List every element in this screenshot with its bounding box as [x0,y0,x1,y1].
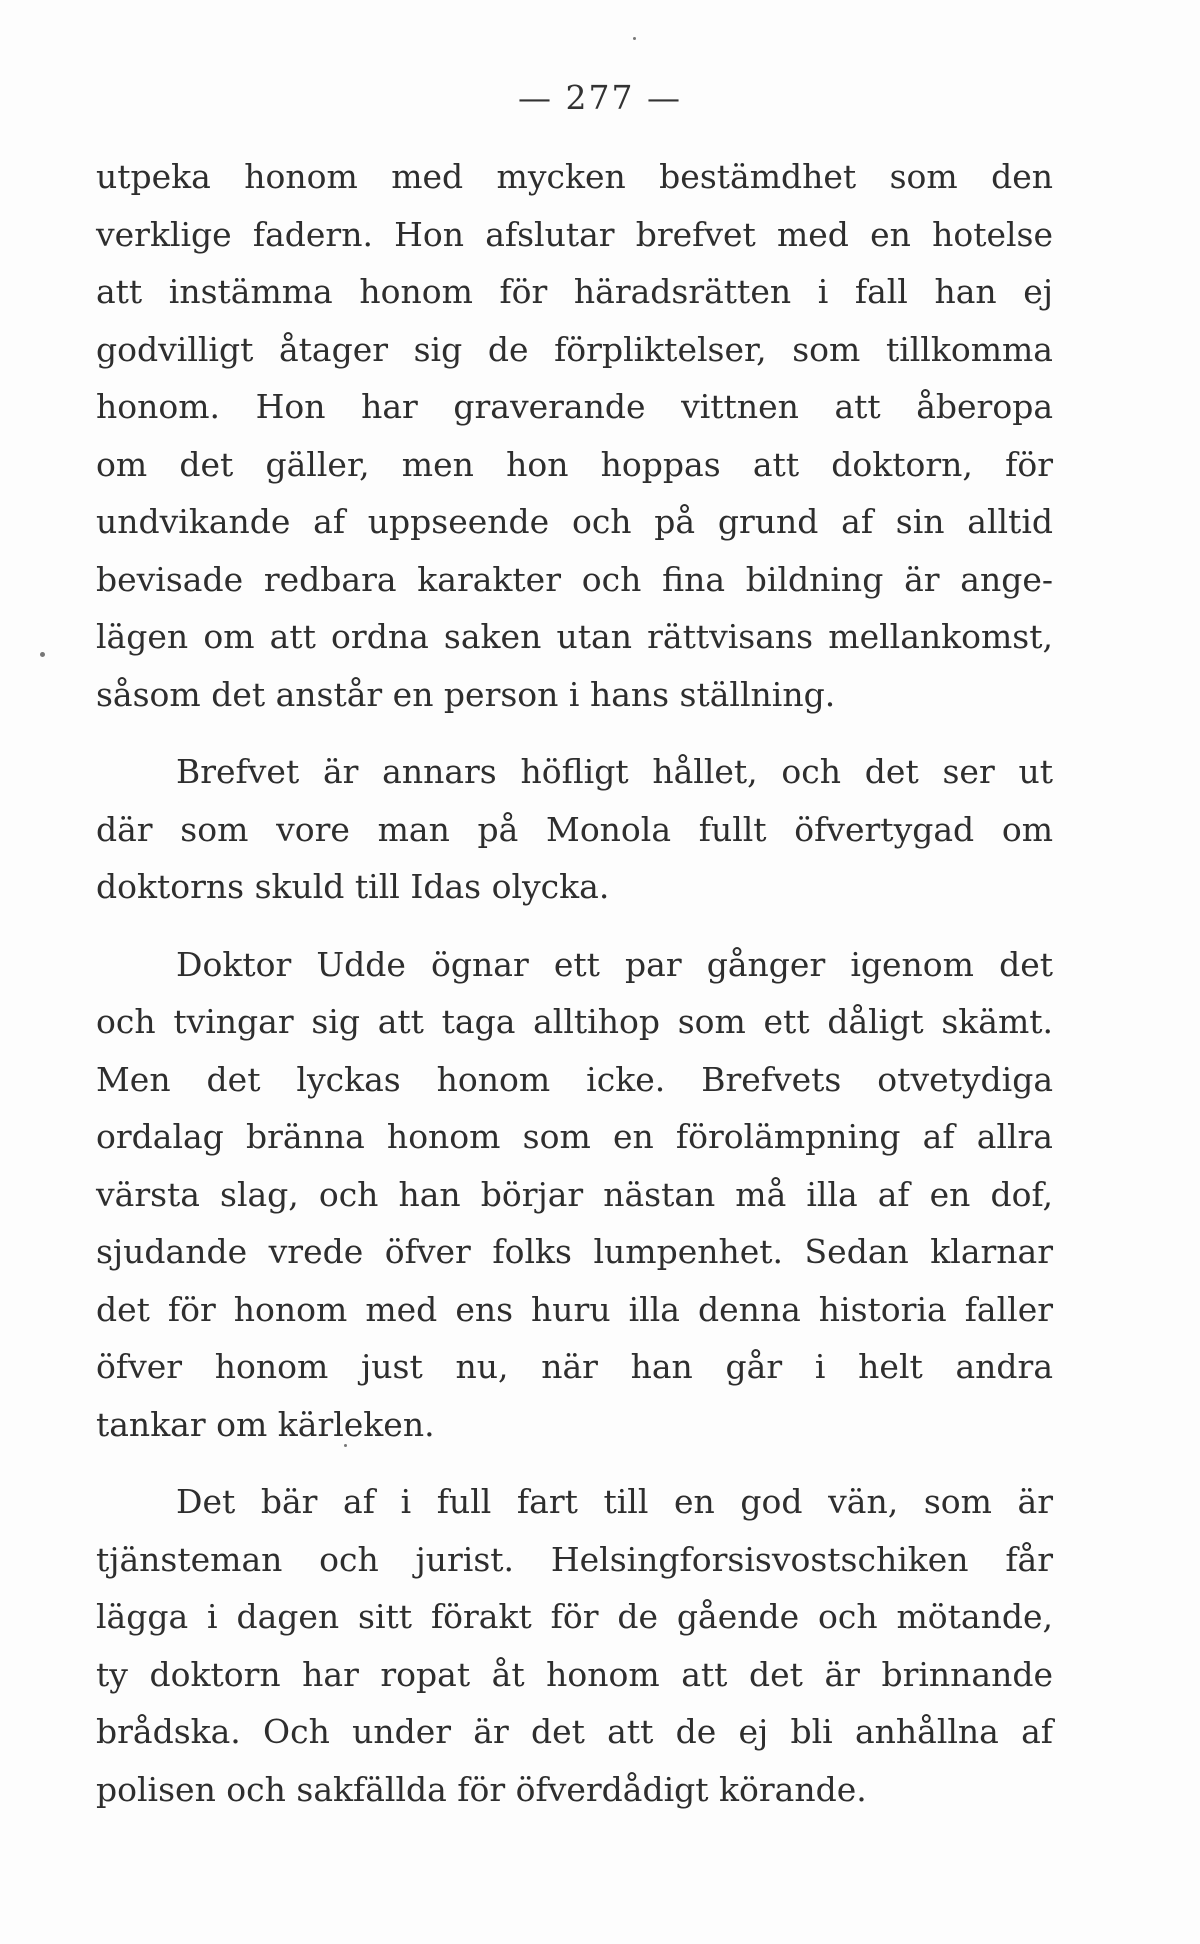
text-line: ty doktorn har ropat åt honom att det är brinnande [96,1654,1053,1694]
text-line: doktorns skuld till Idas olycka. [96,867,610,906]
text-line: tankar om kärleken. [96,1404,435,1444]
page-number: — 277 — [518,78,682,117]
text-line: sjudande vrede öfver folks lumpenhet. Sedan klarnar [96,1232,1053,1271]
text-line: ordalag bränna honom som en förolämpning af allra [96,1117,1053,1156]
text-line: värsta slag, och han börjar nästan må illa af en dof, [96,1174,1053,1214]
text-line: om det gäller, men hon hoppas att doktorn, för [96,444,1053,484]
text-line: verklige fadern. Hon afslutar brefvet med en hotelse [96,214,1053,254]
text-line: Brefvet är annars höfligt hållet, och det ser ut [176,752,1053,791]
text-line: såsom det anstår en person i hans ställning. [96,674,836,714]
text-line: öfver honom just nu, när han går i helt andra [96,1347,1053,1386]
text-line: honom. Hon har graverande vittnen att åberopa [96,387,1053,426]
text-line: undvikande af uppseende och på grund af sin alltid [96,502,1053,541]
text-line: det för honom med ens huru illa denna historia faller [96,1289,1053,1329]
text-line: Det bär af i full fart till en god vän, som är [176,1482,1053,1521]
text-line: tjänsteman och jurist. Helsingforsisvostschiken får [96,1539,1053,1579]
text-line: Doktor Udde ögnar ett par gånger igenom det [176,944,1053,984]
paragraph-1 [96,148,1053,723]
text-line: där som vore man på Monola fullt öfvertygad om [96,809,1053,849]
paragraph-4 [96,1473,1053,1818]
scan-speck [344,1444,347,1447]
text-line: och tvingar sig att taga alltihop som ett dåligt skämt. [96,1002,1053,1041]
paragraph-3 [96,936,1053,1454]
text-line: polisen och sakfällda för öfverdådigt körande. [96,1769,867,1809]
text-line: lägen om att ordna saken utan rättvisans mellankomst, [96,617,1053,656]
scan-speck [633,37,636,40]
text-line: bevisade redbara karakter och fina bildning är ange- [96,559,1053,599]
body-text [96,148,1053,1818]
text-line: godvilligt åtager sig de förpliktelser, som tillkomma [96,329,1053,369]
text-line: Men det lyckas honom icke. Brefvets otvetydiga [96,1059,1053,1099]
text-line: att instämma honom för häradsrätten i fall han ej [96,272,1053,311]
text-line: brådska. Och under är det att de ej bli anhållna af [96,1712,1053,1751]
paragraph-2 [96,743,1053,916]
text-line: utpeka honom med mycken bestämdhet som den [96,157,1053,196]
scan-speck [40,652,45,657]
text-line: lägga i dagen sitt förakt för de gående och mötande, [96,1597,1053,1636]
